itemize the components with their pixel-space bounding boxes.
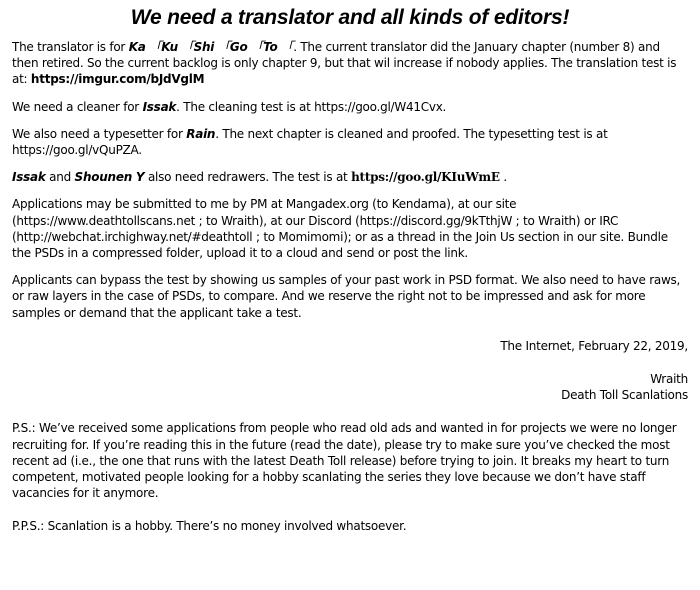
ps-paragraph: P.S.: We’ve received some applications from people who read old ads and wanted in for projects we were no longer recruiting for. If you’re reading this in the future (read the date), please try to make sure you’ve checked the most recent ad (i.e., the one that runs with the latest Death Toll release) before trying to join. It breaks my heart to turn competent, motivated people looking for a hobby scanlating the series they love because we don’t have staff vacancies for it anymore. — [12, 421, 677, 501]
applications-paragraph: Applications may be submitted to me by PM at Mangadex.org (to Kendama), at our site (https://www.deathtollscans.net ; to Wraith), at our Discord (https://discord.gg/9kTthjW ; to Wraith) or IRC (http://webchat.irchighway.net/#deathtoll ; to Momimomi); or as a thread in the Join Us section in our site. Bundle the PSDs in a compressed folder, upload it to a cloud and send or post the link. — [12, 197, 668, 261]
bypass-paragraph: Applicants can bypass the test by showing us samples of your past work in PSD format. We also need to have raws, or raw layers in the case of PSDs, to compare. And we reserve the right not to be impressed and ask for more samples or demand that the applicant take a test. — [12, 273, 681, 320]
typesetter-paragraph — [12, 126, 688, 158]
series-title-shounen-y: Shounen Y — [74, 170, 145, 185]
redraw-test-link[interactable]: https://goo.gl/KIuWmE — [351, 170, 500, 185]
redrawer-paragraph — [12, 169, 688, 185]
page-title: We need a translator and all kinds of editors! — [130, 6, 570, 29]
series-title-issak-2: Issak — [12, 170, 46, 185]
typesetter-text-start: We also need a typesetter for — [12, 126, 187, 141]
translator-paragraph — [12, 39, 688, 88]
pps-paragraph: P.P.S.: Scanlation is a hobby. There’s no money involved whatsoever. — [12, 519, 407, 534]
series-title-kakushigoto: Ka 「Ku 「Shi 「Go 「To 「 — [128, 40, 294, 54]
series-title-issak: Issak — [142, 99, 177, 114]
translator-text-body: . The current translator did the January chapter (number 8) and then retired. So the current backlog is only chapter 9, but that wil increase if nobody applies. The translation test is at: — [12, 40, 677, 87]
signature-group: Death Toll Scanlations — [561, 388, 688, 403]
series-title-rain: Rain — [186, 126, 216, 141]
dateline: The Internet, February 22, 2019, — [500, 338, 688, 353]
cleaner-text-start: We need a cleaner for — [12, 99, 143, 114]
translation-test-link[interactable]: https://imgur.com/bJdVglM — [30, 72, 205, 87]
signature — [12, 371, 688, 403]
redrawer-text-end: . — [499, 170, 507, 185]
cleaner-text-body: . The cleaning test is at https://goo.gl/W41Cvx. — [176, 99, 447, 114]
cleaner-paragraph — [12, 99, 688, 115]
redrawer-text-body: also need redrawers. The test is at — [144, 170, 352, 185]
redrawer-and: and — [45, 170, 75, 185]
typesetter-text-body: . The next chapter is cleaned and proofed. The typesetting test is at https://goo.gl/vQuPZA. — [12, 126, 608, 158]
signature-name: Wraith — [650, 372, 688, 387]
translator-text-start: The translator is for — [12, 40, 129, 54]
